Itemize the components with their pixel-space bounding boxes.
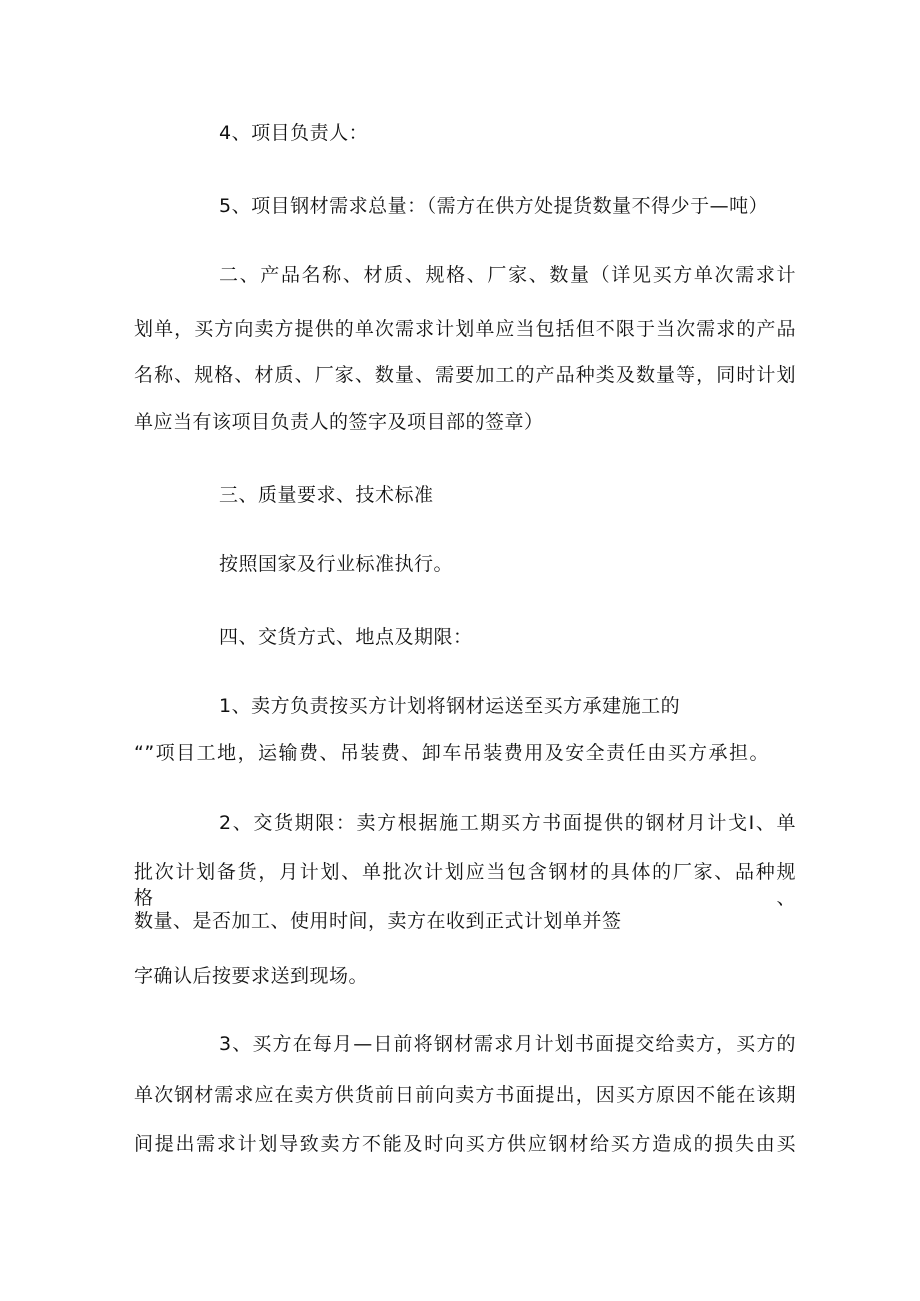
section3-body: 按照国家及行业标准执行。	[219, 553, 454, 575]
section4-p2-line1: 2、交货期限：卖方根据施工期买方书面提供的钢材月计戈I、单	[219, 812, 796, 834]
section2-line3: 名称、规格、材质、厂家、数量、需要加工的产品种类及数量等，同时计划	[134, 364, 796, 386]
section4-p1-line1: 1、卖方负责按买方计划将钢材运送至买方承建施工的	[219, 695, 681, 717]
section3-heading: 三、质量要求、技术标准	[219, 484, 434, 506]
section4-heading: 四、交货方式、地点及期限：	[219, 626, 473, 648]
section4-p2-line4: 字确认后按要求送到现场。	[134, 965, 369, 987]
item-steel-total-demand: 5、项目钢材需求总量：（需方在供方处提货数量不得少于—吨）	[219, 195, 769, 217]
section4-p3-line3: 间提出需求计划导致卖方不能及时向买方供应钢材给买方造成的损失由买	[134, 1133, 796, 1155]
section2-line2: 划单，买方向卖方提供的单次需求计划单应当包括但不限于当次需求的产品	[134, 318, 796, 340]
section2-line1: 二、产品名称、材质、规格、厂家、数量（详见买方单次需求计	[219, 264, 796, 286]
item-project-manager: 4、项目负责人：	[219, 122, 369, 144]
section4-p3-line2: 单次钢材需求应在卖方供货前日前向卖方书面提出，因买方原因不能在该期	[134, 1084, 796, 1106]
section2-line4: 单应当有该项目负责人的签字及项目部的签章）	[134, 411, 544, 433]
section4-p2-line2: 批次计划备货，月计划、单批次计划应当包含钢材的具体的厂家、品种规格、	[134, 861, 796, 909]
section4-p3-line1: 3、买方在每月—日前将钢材需求月计划书面提交给卖方，买方的	[219, 1033, 796, 1055]
section4-p2-line3: 数量、是否加工、使用时间，卖方在收到正式计划单并签	[134, 910, 622, 932]
section4-p1-line2: “”项目工地，运输费、吊装费、卸车吊装费用及安全责任由买方承担。	[134, 742, 769, 764]
